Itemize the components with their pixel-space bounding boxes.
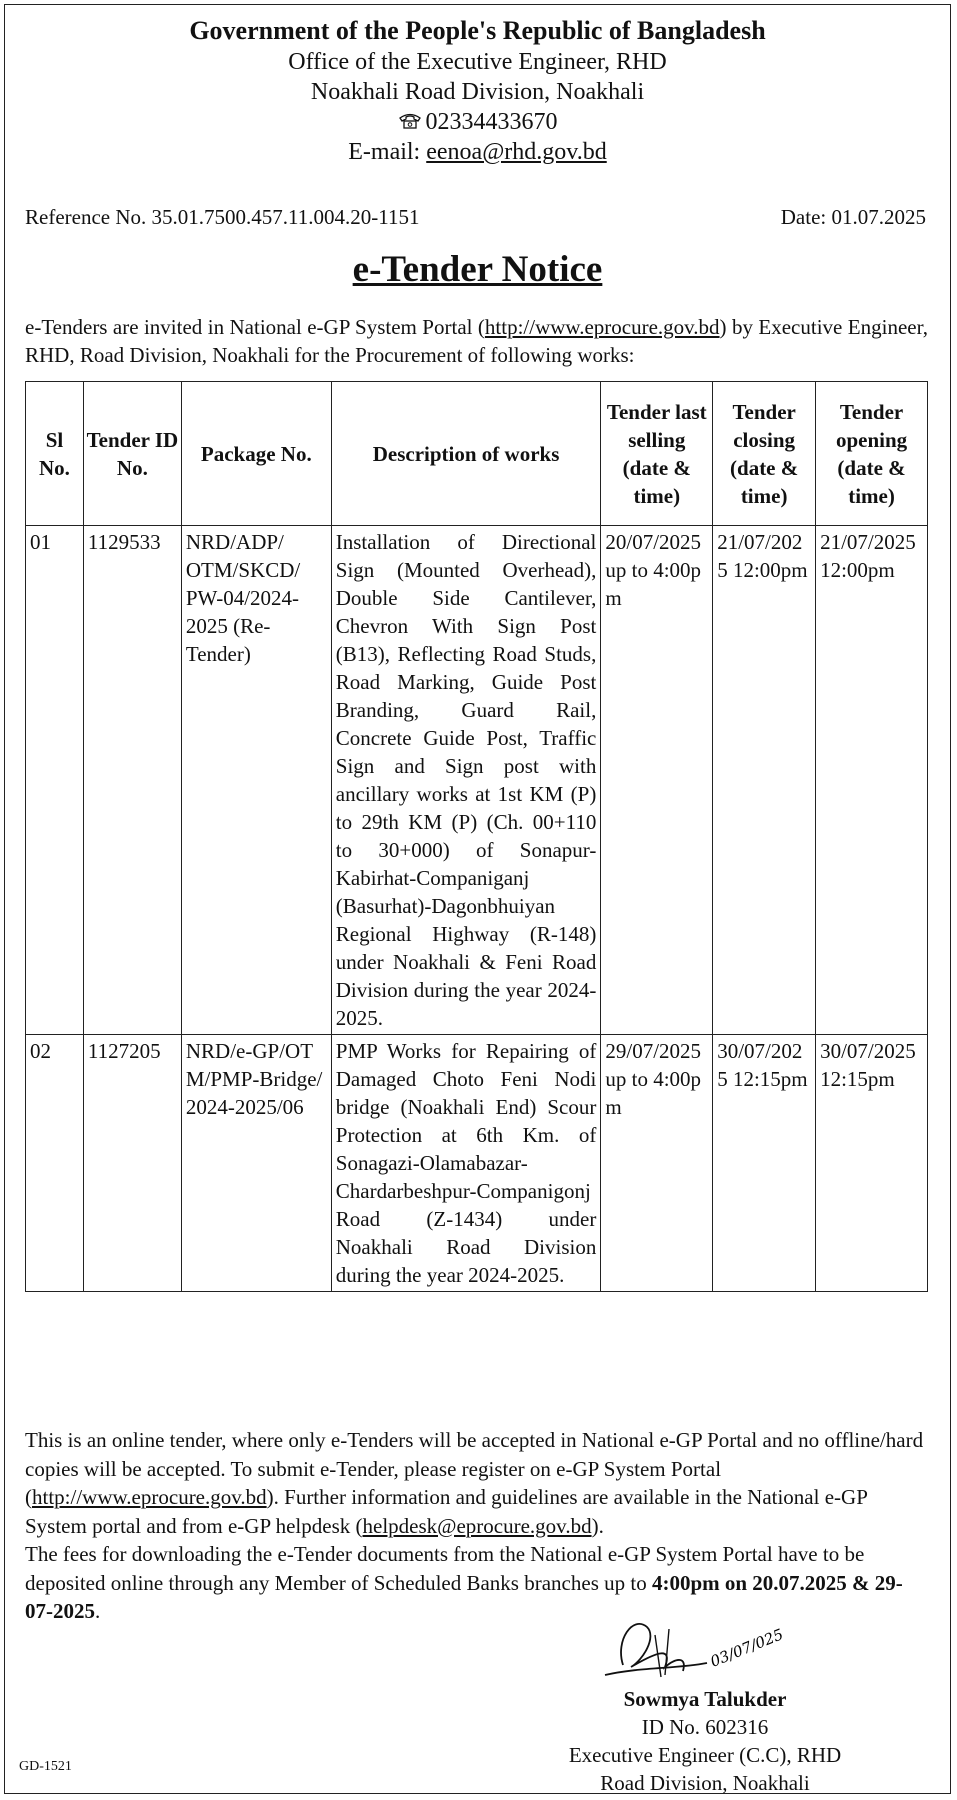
row-closing: 21/07/2025 12:00pm [713,526,816,1035]
row-last-selling: 29/07/2025 up to 4:00pm [601,1035,713,1292]
row-tender-id: 1127205 [83,1035,181,1292]
table-header-row [26,382,928,526]
reference-number: Reference No. 35.01.7500.457.11.004.20-1151 [25,205,420,229]
division-name: Noakhali Road Division, Noakhali [310,79,645,105]
instructions-text-1: This is an online tender, where only e-Tenders will be accepted in National e-GP Portal and no offline/hard copies will be accepted. To submit e-Tender, please register on e-GP System Portal ( [25,1428,924,1509]
header-last-selling: Tender last selling (date & time) [601,382,713,526]
table-row [26,526,928,1035]
government-title: Government of the People's Republic of Bangladesh [189,16,766,45]
letterhead [5,15,950,167]
row-package-no: NRD/ADP/ OTM/SKCD/ PW-04/2024-2025 (Re-Tender) [181,526,331,1035]
signature-date: 03/07/025 [707,1625,786,1671]
row-opening: 30/07/2025 12:15pm [816,1035,928,1292]
tender-table [25,381,928,1292]
office-email-link[interactable]: eenoa@rhd.gov.bd [426,139,607,165]
fee-deadline: 4:00pm on 20.07.2025 & 29-07-2025 [25,1570,903,1623]
eprocure-link[interactable]: http://www.eprocure.gov.bd [484,315,720,339]
intro-paragraph [25,313,928,369]
signatory-office: Road Division, Noakhali [600,1771,810,1795]
row-tender-id: 1129533 [83,526,181,1035]
signatory-designation: Executive Engineer (C.C), RHD [568,1743,842,1767]
fee-text: The fees for downloading the e-Tender documents from the National e-GP System Portal have to be deposited online through any Member of Scheduled Banks branches up to [25,1542,865,1595]
row-closing: 30/07/2025 12:15pm [713,1035,816,1292]
signatory-id: ID No. 602316 [641,1715,769,1739]
online-tender-instructions [25,1426,928,1540]
fee-text-end: . [95,1599,101,1623]
row-sl-no: 02 [26,1035,84,1292]
header-tender-id: Tender ID No. [83,382,181,526]
row-description: Installation of Directional Sign (Mounted Overhead), Double Side Cantilever, Chevron With Sign Post (B13), Reflecting Road Studs, Road Marking, Guide Post Branding, Guard Rail, Concrete Guide Post, Traffic Sign and Sign post with ancillary works at 1st KM (P) to 29th KM (P) (Ch. 00+110 to 30+000) of Sonapur-Kabirhat-Companiganj (Basurhat)-Dagonbhuiyan Regional Highway (R-148) under Noakhali & Feni Road Division during the year 2024-2025. [331,526,601,1035]
instructions-paragraph [25,1426,928,1626]
telephone-icon [398,112,422,130]
instructions-text-2: ). Further information and guidelines are available in the National e-GP System portal and from e-GP helpdesk ( [25,1485,868,1538]
instructions-text-3: ). [591,1513,604,1538]
email-line [5,137,950,167]
signature-block [505,1623,905,1797]
intro-text-start: e-Tenders are invited in National e-GP System Portal ( [25,315,485,339]
notice-title: e-Tender Notice [352,249,603,290]
phone-number: 02334433670 [425,109,558,135]
intro-text-end: ) by Executive Engineer, RHD, Road Division, Noakhali for the Procurement of following works: [25,315,928,367]
header-sl-no: Sl No. [26,382,84,526]
table-row [26,1035,928,1292]
helpdesk-email-link[interactable]: helpdesk@eprocure.gov.bd [362,1513,592,1538]
header-opening: Tender opening (date & time) [816,382,928,526]
row-package-no: NRD/e-GP/OTM/PMP-Bridge/2024-2025/06 [181,1035,331,1292]
row-sl-no: 01 [26,526,84,1035]
signatory-name: Sowmya Talukder [623,1687,787,1711]
eprocure-footer-link[interactable]: http://www.eprocure.gov.bd [32,1485,267,1509]
header-package-no: Package No. [181,382,331,526]
notice-page [4,4,951,1794]
header-description: Description of works [331,382,601,526]
phone-line [5,107,950,137]
email-label: E-mail: [348,139,427,165]
header-closing: Tender closing (date & time) [713,382,816,526]
office-name: Office of the Executive Engineer, RHD [288,49,667,75]
document-code: GD-1521 [19,1759,72,1774]
row-last-selling: 20/07/2025 up to 4:00pm [601,526,713,1035]
reference-row [25,205,926,230]
notice-date: Date: 01.07.2025 [780,205,926,229]
row-description: PMP Works for Repairing of Damaged Choto Feni Nodi bridge (Noakhali End) Scour Protection at 6th Km. of Sonagazi-Olamabazar-Chardarbeshpur-Companigonj Road (Z-1434) under Noakhali Road Division during the year 2024-2025. [331,1035,601,1292]
handwritten-signature [595,1605,825,1695]
row-opening: 21/07/2025 12:00pm [816,526,928,1035]
